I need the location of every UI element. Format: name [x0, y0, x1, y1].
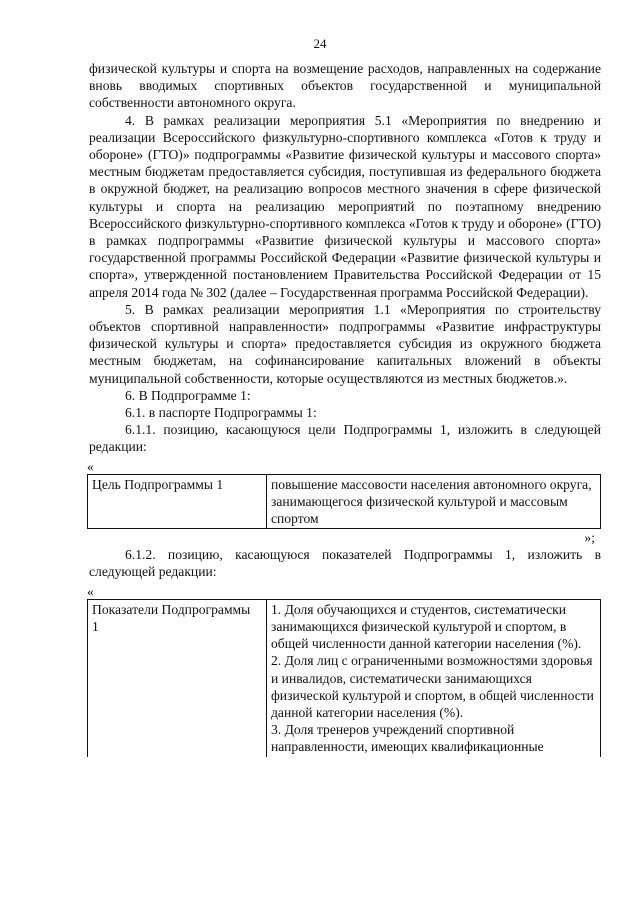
indicators-value-cell	[267, 599, 601, 756]
indicator-item-1: 1. Доля обучающихся и студентов, систематически занимающихся физической культурой и спортом, в общей численности данной категории населения (%).	[271, 601, 582, 652]
document-body	[89, 60, 601, 757]
indicators-table	[87, 599, 601, 757]
quote-close-mark: »;	[584, 530, 595, 546]
paragraph-item-6-1-1: 6.1.1. позицию, касающуюся цели Подпрограммы 1, изложить в следующей редакции:	[89, 422, 601, 455]
goal-label-cell: Цель Подпрограммы 1	[88, 474, 267, 529]
indicator-item-2: 2. Доля лиц с ограниченными возможностями здоровья и инвалидов, систематически занимающихся физической культурой и спортом, в общей численности данной категории населения (%).	[271, 653, 594, 720]
paragraph-item-4: 4. В рамках реализации мероприятия 5.1 «Мероприятия по внедрению и реализации Всероссийского физкультурно-спортивного комплекса «Готов к труду и обороне» (ГТО)» подпрограммы «Развитие физической культуры и массового спорта» местным бюджетам предоставляется субсидия, поступившая из федерального бюджета в окружной бюджет, на реализацию вопросов местного значения в сфере физической культуры и спорта на реализацию мероприятий по поэтапному внедрению Всероссийского физкультурно-спортивного комплекса «Готов к труду и обороне» (ГТО) в рамках подпрограммы «Развитие физической культуры и массового спорта» государственной программы Российской Федерации «Развитие физической культуры и спорта», утвержденной постановлением Правительства Российской Федерации от 15 апреля 2014 года № 302 (далее – Государственная программа Российской Федерации).	[89, 112, 601, 300]
goal-value-cell: повышение массовости населения автономного округа, занимающегося физической культурой и массовым спортом	[267, 474, 601, 529]
paragraph-item-6-1-2: 6.1.2. позицию, касающуюся показателей Подпрограммы 1, изложить в следующей редакции:	[89, 547, 601, 580]
paragraph-item-6-1: 6.1. в паспорте Подпрограммы 1:	[125, 405, 317, 421]
table-row	[88, 474, 601, 529]
paragraph-item-6: 6. В Подпрограмме 1:	[125, 387, 251, 403]
paragraph-item-5: 5. В рамках реализации мероприятия 1.1 «Мероприятия по строительству объектов спортивной направленности» подпрограммы «Развитие инфраструктуры физической культуры и спорта» предоставляется субсидия из окружного бюджета местным бюджетам, на софинансирование капитальных вложений в объекты муниципальной собственности, которые осуществляются из местных бюджетов.».	[89, 301, 601, 386]
quote-open-mark-2: «	[87, 583, 94, 599]
indicators-label-cell: Показатели Подпрограммы 1	[88, 599, 267, 756]
goal-table	[87, 474, 601, 530]
indicator-item-3: 3. Доля тренеров учреждений спортивной направленности, имеющих квалификационные	[271, 722, 544, 755]
paragraph-continuation: физической культуры и спорта на возмещение расходов, направленных на содержание вновь вводимых спортивных объектов государственной и муниципальной собственности автономного округа.	[89, 61, 601, 111]
quote-open-mark: «	[87, 458, 94, 474]
table-row	[88, 599, 601, 756]
page-number: 24	[313, 36, 327, 51]
